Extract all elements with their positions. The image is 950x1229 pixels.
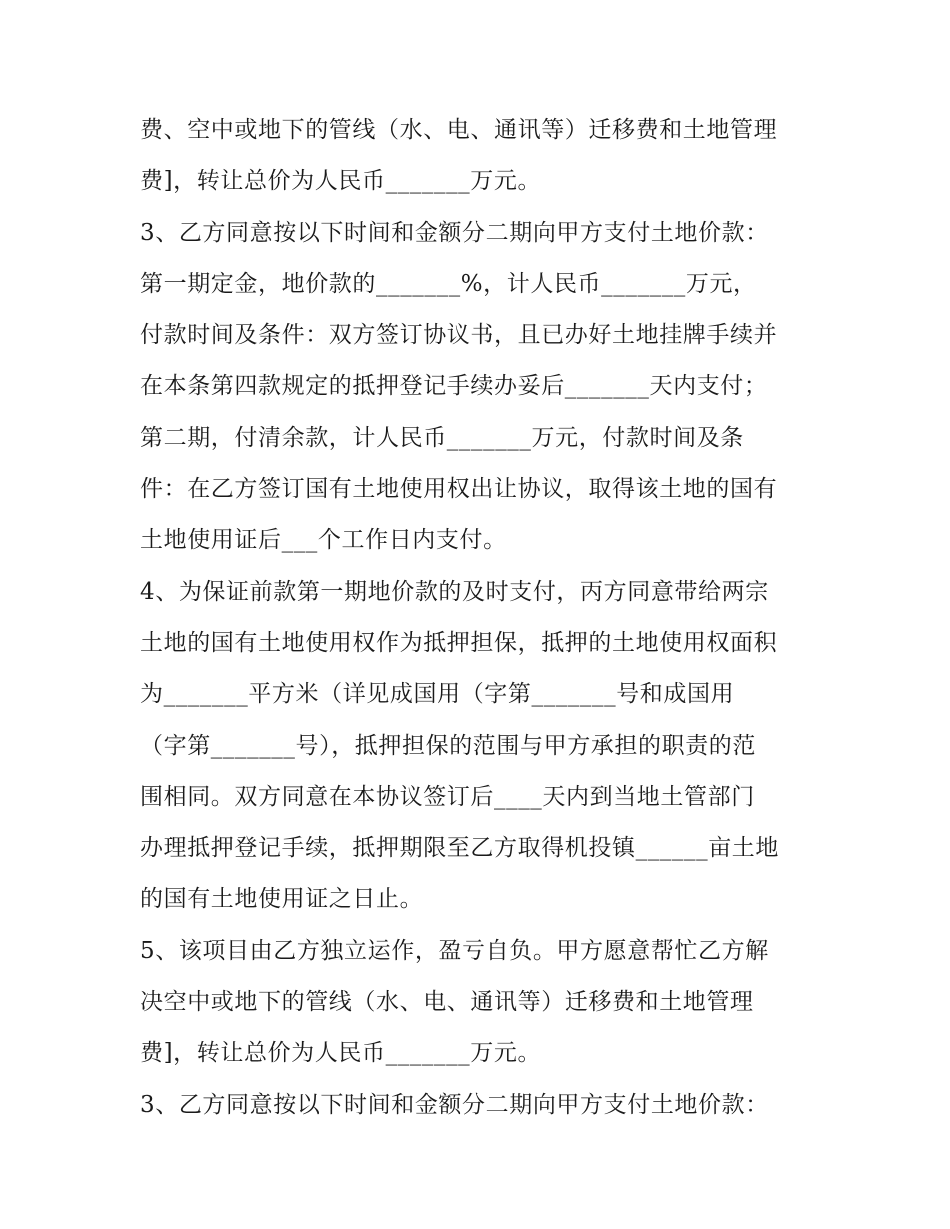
text-line: 土地的国有土地使用权作为抵押担保，抵押的土地使用权面积 — [140, 629, 778, 656]
text-line: 围相同。双方同意在本协议签订后____天内到当地土管部门 — [140, 783, 755, 810]
text-line: 第二期，付清余款，计人民币_______万元，付款时间及条 — [140, 424, 744, 451]
text-line: 费、空中或地下的管线（水、电、通讯等）迁移费和土地管理 — [140, 117, 778, 143]
text-line: 3、乙方同意按以下时间和金额分二期向甲方支付土地价款： — [140, 1091, 769, 1118]
text-line: 3、乙方同意按以下时间和金额分二期向甲方支付土地价款： — [140, 219, 769, 246]
document-body — [140, 105, 820, 1131]
text-line: 为_______平方米（详见成国用（字第_______号和成国用 — [140, 681, 735, 708]
text-line: 付款时间及条件：双方签订协议书，且已办好土地挂牌手续并 — [140, 322, 778, 349]
text-line: （字第_______号），抵押担保的范围与甲方承担的职责的范 — [140, 732, 756, 759]
text-line: 决空中或地下的管线（水、电、通讯等）迁移费和土地管理 — [140, 989, 754, 1016]
text-line: 在本条第四款规定的抵押登记手续办妥后_______天内支付； — [140, 373, 768, 400]
text-line: 5、该项目由乙方独立运作，盈亏自负。甲方愿意帮忙乙方解 — [140, 937, 769, 964]
text-line: 土地使用证后___个工作日内支付。 — [140, 527, 507, 554]
text-line: 的国有土地使用证之日止。 — [140, 886, 424, 913]
text-line: 第一期定金，地价款的_______%，计人民币_______万元， — [140, 270, 757, 297]
text-line: 4、为保证前款第一期地价款的及时支付，丙方同意带给两宗 — [140, 578, 769, 605]
text-line: 费]，转让总价为人民币_______万元。 — [140, 1040, 542, 1067]
text-line: 件：在乙方签订国有土地使用权出让协议，取得该土地的国有 — [140, 476, 778, 503]
text-line: 办理抵押登记手续，抵押期限至乙方取得机投镇______亩土地 — [140, 835, 779, 862]
text-line: 费]，转让总价为人民币_______万元。 — [140, 168, 542, 195]
